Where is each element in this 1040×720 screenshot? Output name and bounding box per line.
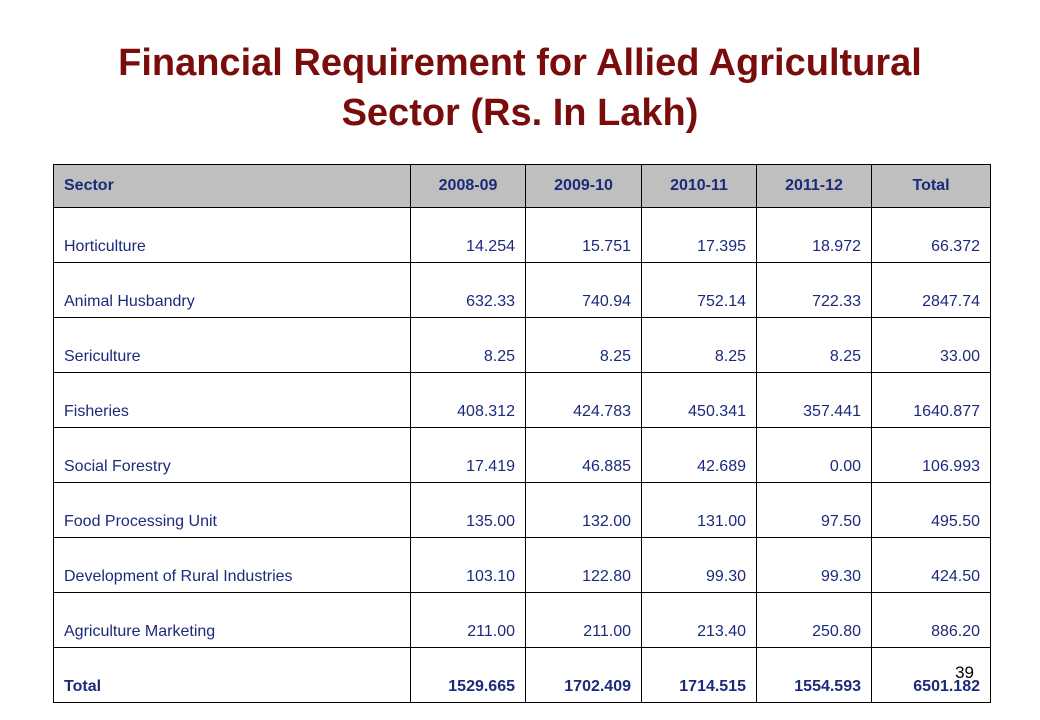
value-cell: 15.751 bbox=[526, 208, 642, 263]
value-cell: 14.254 bbox=[411, 208, 526, 263]
value-cell: 8.25 bbox=[757, 318, 872, 373]
value-cell: 132.00 bbox=[526, 483, 642, 538]
value-cell: 135.00 bbox=[411, 483, 526, 538]
value-cell: 1640.877 bbox=[872, 373, 991, 428]
value-cell: 8.25 bbox=[642, 318, 757, 373]
table-row bbox=[54, 593, 991, 648]
sector-name-cell: Fisheries bbox=[54, 373, 411, 428]
value-cell: 0.00 bbox=[757, 428, 872, 483]
value-cell: 213.40 bbox=[642, 593, 757, 648]
value-cell: 886.20 bbox=[872, 593, 991, 648]
value-cell: 17.395 bbox=[642, 208, 757, 263]
value-cell: 424.783 bbox=[526, 373, 642, 428]
value-cell: 99.30 bbox=[642, 538, 757, 593]
value-cell: 250.80 bbox=[757, 593, 872, 648]
table-row bbox=[54, 373, 991, 428]
table-row bbox=[54, 538, 991, 593]
slide-title-line-1: Financial Requirement for Allied Agricultural bbox=[118, 42, 922, 84]
value-cell: 357.441 bbox=[757, 373, 872, 428]
value-cell: 1529.665 bbox=[411, 648, 526, 703]
table-row bbox=[54, 483, 991, 538]
value-cell: 1714.515 bbox=[642, 648, 757, 703]
table-total-row bbox=[54, 648, 991, 703]
value-cell: 450.341 bbox=[642, 373, 757, 428]
page-number: 39 bbox=[955, 663, 974, 682]
header-2010-11: 2010-11 bbox=[642, 165, 757, 208]
value-cell: 33.00 bbox=[872, 318, 991, 373]
financial-requirement-table bbox=[53, 164, 991, 703]
value-cell: 46.885 bbox=[526, 428, 642, 483]
sector-name-cell: Social Forestry bbox=[54, 428, 411, 483]
value-cell: 6501.182 bbox=[872, 648, 991, 703]
value-cell: 8.25 bbox=[411, 318, 526, 373]
value-cell: 131.00 bbox=[642, 483, 757, 538]
value-cell: 424.50 bbox=[872, 538, 991, 593]
value-cell: 211.00 bbox=[411, 593, 526, 648]
table-row bbox=[54, 208, 991, 263]
value-cell: 1554.593 bbox=[757, 648, 872, 703]
slide-title-line-2: Sector (Rs. In Lakh) bbox=[341, 92, 699, 134]
value-cell: 2847.74 bbox=[872, 263, 991, 318]
header-2008-09: 2008-09 bbox=[411, 165, 526, 208]
header-2009-10: 2009-10 bbox=[526, 165, 642, 208]
value-cell: 66.372 bbox=[872, 208, 991, 263]
value-cell: 752.14 bbox=[642, 263, 757, 318]
slide-title bbox=[20, 38, 1020, 138]
table-row bbox=[54, 263, 991, 318]
table-header-row bbox=[54, 165, 991, 208]
value-cell: 99.30 bbox=[757, 538, 872, 593]
header-2011-12: 2011-12 bbox=[757, 165, 872, 208]
value-cell: 106.993 bbox=[872, 428, 991, 483]
value-cell: 211.00 bbox=[526, 593, 642, 648]
value-cell: 740.94 bbox=[526, 263, 642, 318]
sector-name-cell: Total bbox=[54, 648, 411, 703]
sector-name-cell: Sericulture bbox=[54, 318, 411, 373]
value-cell: 722.33 bbox=[757, 263, 872, 318]
value-cell: 8.25 bbox=[526, 318, 642, 373]
value-cell: 495.50 bbox=[872, 483, 991, 538]
sector-name-cell: Development of Rural Industries bbox=[54, 538, 411, 593]
value-cell: 42.689 bbox=[642, 428, 757, 483]
value-cell: 17.419 bbox=[411, 428, 526, 483]
value-cell: 97.50 bbox=[757, 483, 872, 538]
value-cell: 122.80 bbox=[526, 538, 642, 593]
value-cell: 408.312 bbox=[411, 373, 526, 428]
sector-name-cell: Food Processing Unit bbox=[54, 483, 411, 538]
sector-name-cell: Animal Husbandry bbox=[54, 263, 411, 318]
value-cell: 632.33 bbox=[411, 263, 526, 318]
table-row bbox=[54, 428, 991, 483]
value-cell: 1702.409 bbox=[526, 648, 642, 703]
header-sector: Sector bbox=[54, 165, 411, 208]
header-total: Total bbox=[872, 165, 991, 208]
value-cell: 18.972 bbox=[757, 208, 872, 263]
table-row bbox=[54, 318, 991, 373]
value-cell: 103.10 bbox=[411, 538, 526, 593]
sector-name-cell: Agriculture Marketing bbox=[54, 593, 411, 648]
sector-name-cell: Horticulture bbox=[54, 208, 411, 263]
